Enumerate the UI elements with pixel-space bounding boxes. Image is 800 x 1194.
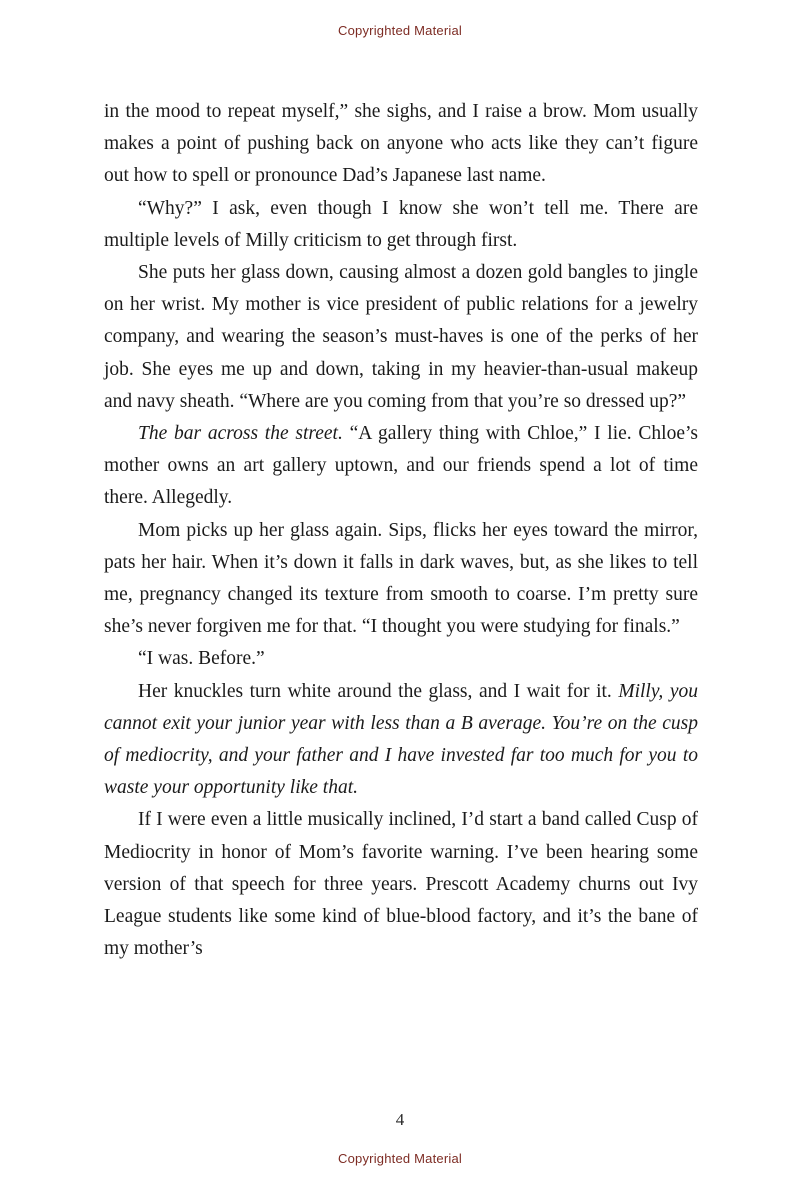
page-number: 4	[395, 1110, 405, 1129]
text-run: “Why?” I ask, even though I know she won’t tell me. There are multiple levels of Milly criticism to get through first.	[104, 197, 698, 251]
text-run-italic: The bar across the street.	[138, 423, 343, 445]
text-run-italic: Milly, you cannot exit your junior year with less than a B average. You’re on the cusp of mediocrity, and your father and I have invested far too much for you to waste your opportunity like that.	[104, 680, 698, 799]
text-run: Mom picks up her glass again. Sips, flicks her eyes toward the mirror, pats her hair. When it’s down it falls in dark waves, but, as she likes to tell me, pregnancy changed its texture from smooth to coarse. I’m pretty sure she’s never forgiven me for that. “I thought you were studying for finals.”	[104, 519, 698, 638]
paragraph	[104, 804, 698, 965]
text-run: “I was. Before.”	[138, 648, 265, 670]
text-run: Her knuckles turn white around the glass, and I wait for it.	[138, 680, 612, 702]
text-run: She puts her glass down, causing almost a dozen gold bangles to jingle on her wrist. My mother is vice president of public relations for a jewelry company, and wearing the season’s must-haves is one of the perks of her job. She eyes me up and down, taking in my heavier-than-usual makeup and navy sheath. “Where are you coming from that you’re so dressed up?”	[104, 262, 698, 412]
paragraph	[104, 257, 698, 418]
text-run: in the mood to repeat myself,” she sighs, and I raise a brow. Mom usually makes a point of pushing back on anyone who acts like they can’t figure out how to spell or pronounce Dad’s Japanese last name.	[104, 101, 698, 187]
copyright-notice-top: Copyrighted Material	[338, 23, 462, 38]
text-run: If I were even a little musically inclined, I’d start a band called Cusp of Mediocrity in honor of Mom’s favorite warning. I’ve been hearing some version of that speech for three years. Prescott Academy churns out Ivy League students like some kind of blue-blood factory, and it’s the bane of my mother’s	[104, 809, 698, 960]
paragraph	[104, 676, 698, 805]
body-text	[104, 96, 698, 965]
paragraph	[104, 96, 698, 193]
copyright-notice-bottom: Copyrighted Material	[338, 1151, 462, 1166]
paragraph	[104, 643, 698, 675]
text-run: “A gallery thing with Chloe,” I lie. Chloe’s mother owns an art gallery uptown, and our friends spend a lot of time there. Allegedly.	[104, 423, 699, 509]
paragraph	[104, 193, 698, 257]
paragraph	[104, 515, 698, 644]
paragraph	[104, 418, 698, 515]
